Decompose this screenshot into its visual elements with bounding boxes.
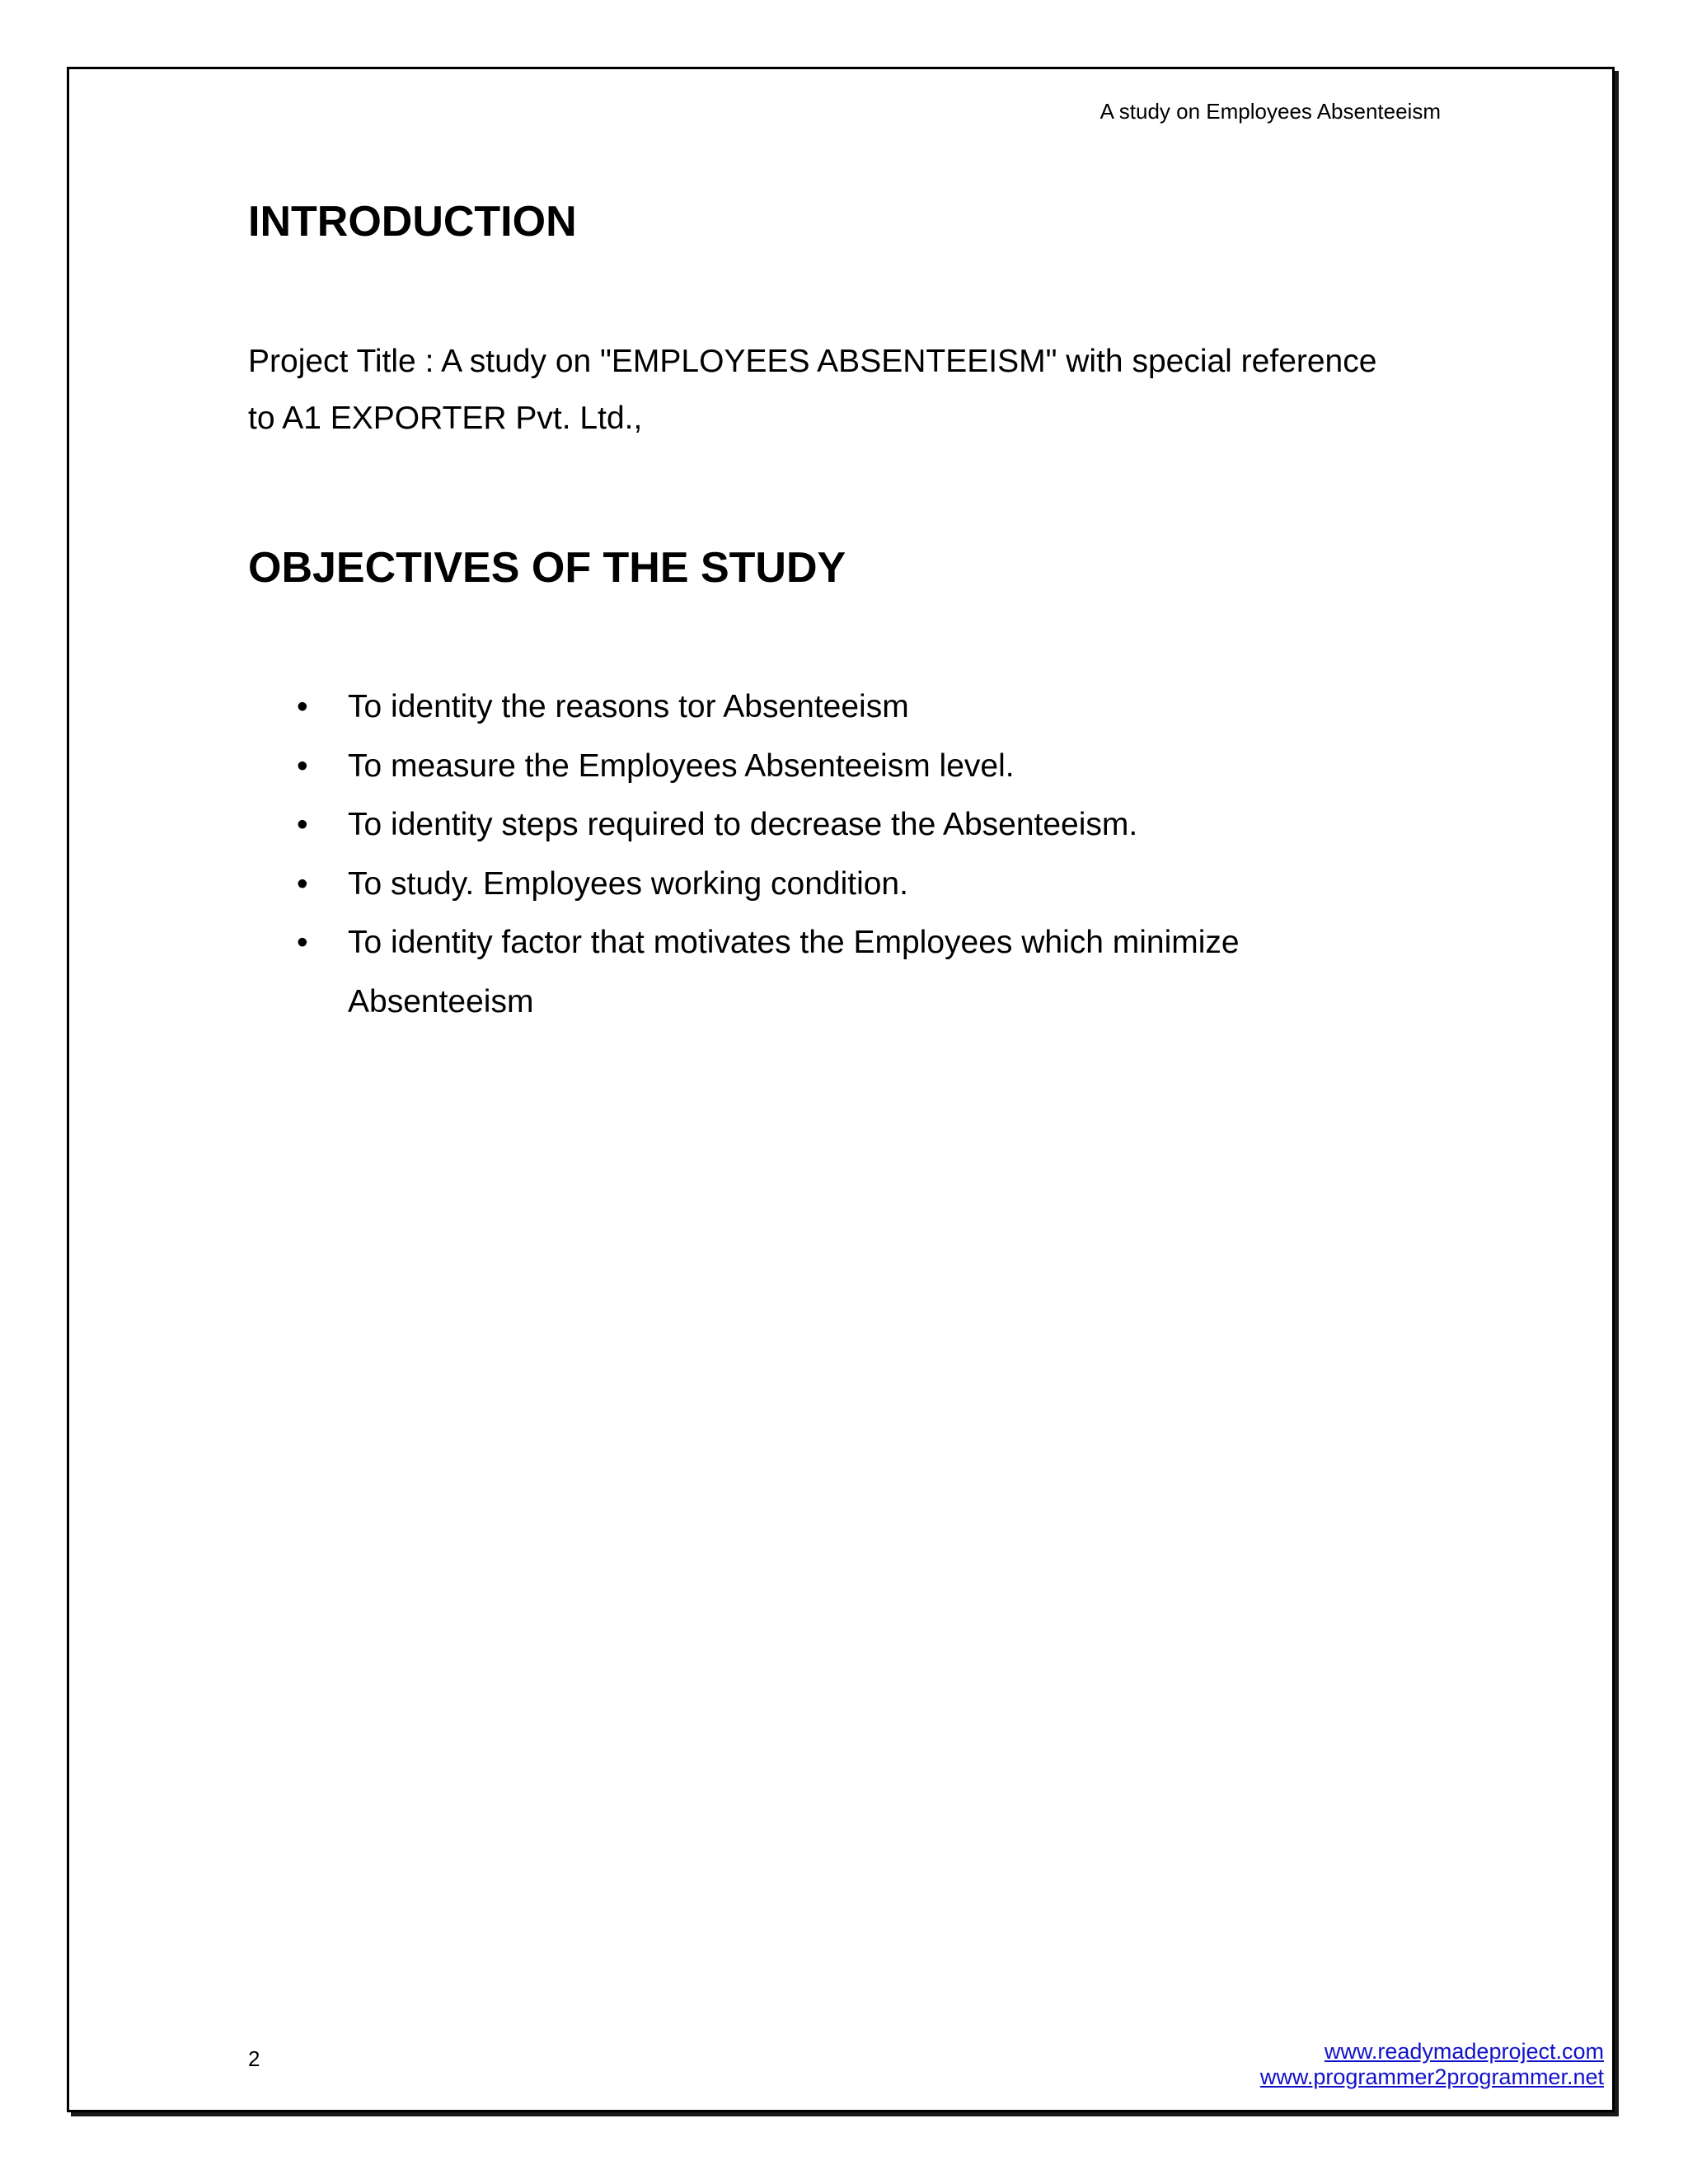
list-item — [248, 913, 1402, 1031]
readymadeproject-link[interactable]: www.readymadeproject.com — [1324, 2039, 1604, 2064]
list-item — [248, 855, 1402, 914]
list-item — [248, 737, 1402, 796]
list-item — [248, 677, 1402, 737]
bullet-icon: • — [297, 748, 308, 784]
bullet-icon: • — [297, 807, 308, 842]
project-title-line-2: to A1 EXPORTER Pvt. Ltd., — [248, 401, 643, 436]
bullet-icon: • — [297, 925, 308, 960]
list-item-text: To identity the reasons tor Absenteeism — [348, 689, 909, 724]
objectives-list — [248, 677, 1402, 1031]
introduction-heading: INTRODUCTION — [248, 198, 577, 246]
programmer2programmer-link[interactable]: www.programmer2programmer.net — [1259, 2064, 1604, 2089]
bullet-icon: • — [297, 865, 308, 902]
footer-links — [1071, 2039, 1604, 2090]
bullet-icon: • — [297, 689, 308, 724]
page-number: 2 — [248, 2046, 260, 2071]
project-title-line-1: Project Title : A study on "EMPLOYEES ABSENTEEISM" with special reference — [248, 344, 1377, 379]
list-item-text: To measure the Employees Absenteeism level. — [348, 748, 1015, 784]
running-header: A study on Employees Absenteeism — [1100, 99, 1441, 124]
objectives-heading: OBJECTIVES OF THE STUDY — [248, 544, 846, 592]
project-title — [248, 333, 1451, 447]
list-item-text: To identity factor that motivates the Employees which minimize Absenteeism — [348, 925, 1240, 1019]
list-item-text: To study. Employees working condition. — [348, 865, 908, 902]
list-item-text: To identity steps required to decrease the Absenteeism. — [348, 807, 1138, 842]
list-item — [248, 795, 1402, 855]
